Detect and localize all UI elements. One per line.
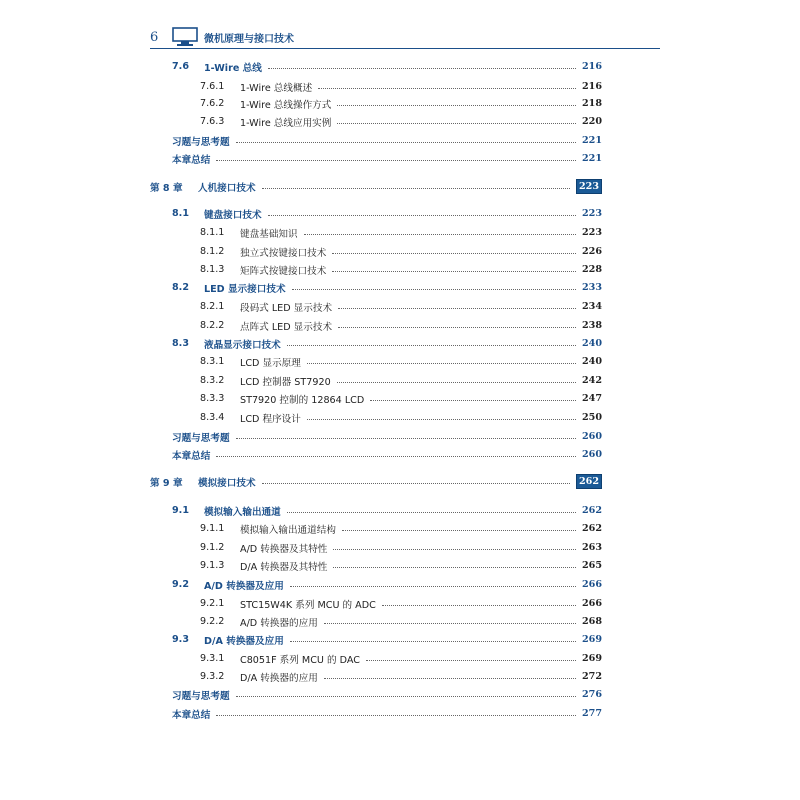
- toc-entry-number: 9.1: [172, 505, 189, 516]
- leader-dots: [304, 234, 576, 235]
- toc-entry-number: 9.1.3: [200, 560, 225, 571]
- toc-entry-sub: [200, 94, 602, 113]
- toc-entry-number: 第 8 章: [150, 182, 183, 194]
- toc-page-number: 242: [581, 375, 602, 386]
- leader-dots: [236, 696, 576, 697]
- toc-entry-sub: [200, 556, 602, 575]
- toc-entry-plain: [172, 149, 602, 168]
- toc-entry-chapter: [150, 472, 602, 491]
- toc-entry-number: 8.1.2: [200, 246, 225, 257]
- leader-dots: [236, 142, 576, 143]
- toc-entry-title: D/A 转换器及其特性: [240, 561, 328, 573]
- toc-entry-chapter: [150, 177, 602, 196]
- toc-entry-title: 键盘接口技术: [204, 209, 262, 221]
- leader-dots: [307, 363, 576, 364]
- toc-entry-sub: [200, 538, 602, 557]
- toc-entry-sub: [200, 408, 602, 427]
- toc-page-number: 240: [581, 338, 602, 349]
- page-number: 6: [150, 30, 159, 45]
- leader-dots: [324, 623, 576, 624]
- toc-entry-number: 7.6: [172, 61, 189, 72]
- leader-dots: [262, 188, 570, 189]
- toc-page-number: 266: [581, 598, 602, 609]
- leader-dots: [337, 382, 576, 383]
- toc-entry-title: 1-Wire 总线概述: [240, 82, 313, 94]
- leader-dots: [290, 586, 576, 587]
- toc-entry-title: 模拟接口技术: [198, 477, 256, 489]
- toc-entry-title: ST7920 控制的 12864 LCD: [240, 394, 365, 406]
- leader-dots: [324, 678, 576, 679]
- toc-entry-title: 人机接口技术: [198, 182, 256, 194]
- toc-page-number: 260: [581, 431, 602, 442]
- toc-page-number: 247: [581, 393, 602, 404]
- toc-entry-sub: [200, 389, 602, 408]
- toc-entry-number: 8.3.1: [200, 356, 225, 367]
- toc-entry-number: 9.3.1: [200, 653, 225, 664]
- leader-dots: [216, 715, 576, 716]
- toc-entry-title: 习题与思考题: [172, 690, 230, 702]
- toc-entry-sub: [200, 667, 602, 686]
- toc-entry-plain: [172, 131, 602, 150]
- leader-dots: [287, 345, 576, 346]
- toc-entry-section: [172, 57, 602, 76]
- toc-entry-title: D/A 转换器的应用: [240, 672, 318, 684]
- leader-dots: [318, 88, 576, 89]
- book-title: 微机原理与接口技术: [204, 34, 294, 45]
- toc-page-number: 250: [581, 412, 602, 423]
- toc-entry-title: 本章总结: [172, 154, 211, 166]
- toc-page-number: 240: [581, 356, 602, 367]
- toc-entry-title: 液晶显示接口技术: [204, 339, 281, 351]
- leader-dots: [268, 68, 576, 69]
- toc-entry-title: 习题与思考题: [172, 136, 230, 148]
- toc-entry-title: 1-Wire 总线应用实例: [240, 117, 332, 129]
- header-rule: [150, 48, 660, 49]
- leader-dots: [333, 549, 576, 550]
- toc-entry-number: 9.3: [172, 634, 189, 645]
- toc-entry-title: A/D 转换器的应用: [240, 617, 318, 629]
- toc-entry-title: 独立式按键接口技术: [240, 247, 327, 259]
- toc-entry-title: A/D 转换器及应用: [204, 580, 284, 592]
- toc-entry-title: 点阵式 LED 显示技术: [240, 321, 333, 333]
- toc-entry-section: [172, 278, 602, 297]
- leader-dots: [338, 308, 576, 309]
- toc-entry-title: LCD 控制器 ST7920: [240, 376, 331, 388]
- toc-entry-number: 7.6.3: [200, 116, 225, 127]
- leader-dots: [216, 456, 576, 457]
- toc-page-number: 218: [581, 98, 602, 109]
- toc-entry-title: 本章总结: [172, 709, 211, 721]
- toc-entry-sub: [200, 112, 602, 131]
- toc-entry-number: 9.2.1: [200, 598, 225, 609]
- leader-dots: [287, 512, 576, 513]
- leader-dots: [292, 289, 576, 290]
- toc-entry-sub: [200, 519, 602, 538]
- toc-entry-title: LCD 显示原理: [240, 357, 301, 369]
- toc-entry-number: 9.1.2: [200, 542, 225, 553]
- toc-entry-sub: [200, 649, 602, 668]
- leader-dots: [337, 105, 576, 106]
- toc-entry-title: 习题与思考题: [172, 432, 230, 444]
- leader-dots: [366, 660, 576, 661]
- toc-entry-number: 9.2: [172, 579, 189, 590]
- toc-entry-section: [172, 630, 602, 649]
- toc-entry-sub: [200, 594, 602, 613]
- toc-entry-number: 8.1: [172, 208, 189, 219]
- toc-entry-section: [172, 334, 602, 353]
- toc-page-number: 269: [581, 634, 602, 645]
- leader-dots: [216, 160, 576, 161]
- toc-page-number: 228: [581, 264, 602, 275]
- toc-page-number: 223: [581, 227, 602, 238]
- toc-page-number: 266: [581, 579, 602, 590]
- toc-entry-title: 本章总结: [172, 450, 211, 462]
- toc-page-number: 223: [576, 179, 602, 194]
- toc-page-number: 263: [581, 542, 602, 553]
- toc-entry-number: 7.6.2: [200, 98, 225, 109]
- toc-entry-number: 8.2.1: [200, 301, 225, 312]
- toc-page-number: 221: [581, 135, 602, 146]
- toc-page-number: 216: [581, 61, 602, 72]
- toc-entry-number: 9.1.1: [200, 523, 225, 534]
- toc-entry-plain: [172, 704, 602, 723]
- toc-page-number: 262: [581, 505, 602, 516]
- toc-entry-sub: [200, 260, 602, 279]
- toc-entry-sub: [200, 612, 602, 631]
- toc-entry-title: A/D 转换器及其特性: [240, 543, 328, 555]
- toc-entry-title: 矩阵式按键接口技术: [240, 265, 327, 277]
- toc-page-number: 220: [581, 116, 602, 127]
- toc-entry-number: 8.1.3: [200, 264, 225, 275]
- toc-page-number: 233: [581, 282, 602, 293]
- toc-entry-section: [172, 501, 602, 520]
- toc-entry-number: 8.2.2: [200, 320, 225, 331]
- toc-entry-title: LED 显示接口技术: [204, 283, 286, 295]
- toc-entry-section: [172, 204, 602, 223]
- toc-page-number: 272: [581, 671, 602, 682]
- toc-page-number: 221: [581, 153, 602, 164]
- toc-entry-number: 8.3.2: [200, 375, 225, 386]
- toc-entry-title: 模拟输入输出通道结构: [240, 524, 336, 536]
- leader-dots: [307, 419, 576, 420]
- toc-entry-title: LCD 程序设计: [240, 413, 301, 425]
- toc-entry-section: [172, 575, 602, 594]
- leader-dots: [262, 483, 570, 484]
- toc-page-number: 276: [581, 689, 602, 700]
- toc-entry-title: 键盘基础知识: [240, 228, 298, 240]
- toc-entry-plain: [172, 445, 602, 464]
- toc-page-number: 238: [581, 320, 602, 331]
- page-header: [150, 27, 660, 49]
- toc-page-number: 226: [581, 246, 602, 257]
- toc-entry-title: 1-Wire 总线: [204, 62, 262, 74]
- toc-entry-number: 9.2.2: [200, 616, 225, 627]
- leader-dots: [342, 530, 576, 531]
- toc-page-number: 260: [581, 449, 602, 460]
- leader-dots: [370, 400, 576, 401]
- toc-page-number: 216: [581, 81, 602, 92]
- toc-page-number: 262: [576, 474, 602, 489]
- toc-entry-number: 9.3.2: [200, 671, 225, 682]
- toc-entry-number: 8.1.1: [200, 227, 225, 238]
- toc-entry-title: 1-Wire 总线操作方式: [240, 99, 332, 111]
- toc-page-number: 223: [581, 208, 602, 219]
- toc-entry-sub: [200, 297, 602, 316]
- toc-entry-sub: [200, 223, 602, 242]
- toc-entry-title: STC15W4K 系列 MCU 的 ADC: [240, 599, 376, 611]
- toc-entry-number: 8.2: [172, 282, 189, 293]
- leader-dots: [236, 438, 576, 439]
- toc-entry-sub: [200, 371, 602, 390]
- toc-entry-plain: [172, 427, 602, 446]
- toc-entry-number: 8.3.4: [200, 412, 225, 423]
- toc-entry-number: 8.3.3: [200, 393, 225, 404]
- toc-entry-plain: [172, 685, 602, 704]
- toc-page-number: 269: [581, 653, 602, 664]
- toc-page-number: 268: [581, 616, 602, 627]
- leader-dots: [268, 215, 576, 216]
- leader-dots: [337, 123, 576, 124]
- leader-dots: [332, 271, 576, 272]
- leader-dots: [338, 327, 576, 328]
- leader-dots: [332, 253, 576, 254]
- toc-page-number: 234: [581, 301, 602, 312]
- leader-dots: [333, 567, 576, 568]
- leader-dots: [382, 605, 576, 606]
- toc-entry-title: C8051F 系列 MCU 的 DAC: [240, 654, 360, 666]
- toc-entry-sub: [200, 352, 602, 371]
- toc-entry-sub: [200, 242, 602, 261]
- toc-page-number: 265: [581, 560, 602, 571]
- toc-entry-number: 8.3: [172, 338, 189, 349]
- leader-dots: [290, 641, 576, 642]
- toc-page-number: 262: [581, 523, 602, 534]
- toc-entry-number: 第 9 章: [150, 477, 183, 489]
- toc-entry-title: D/A 转换器及应用: [204, 635, 284, 647]
- toc-entry-title: 段码式 LED 显示技术: [240, 302, 333, 314]
- toc-entry-sub: [200, 316, 602, 335]
- toc-entry-number: 7.6.1: [200, 81, 225, 92]
- toc-entry-title: 模拟输入输出通道: [204, 506, 281, 518]
- toc-page-number: 277: [581, 708, 602, 719]
